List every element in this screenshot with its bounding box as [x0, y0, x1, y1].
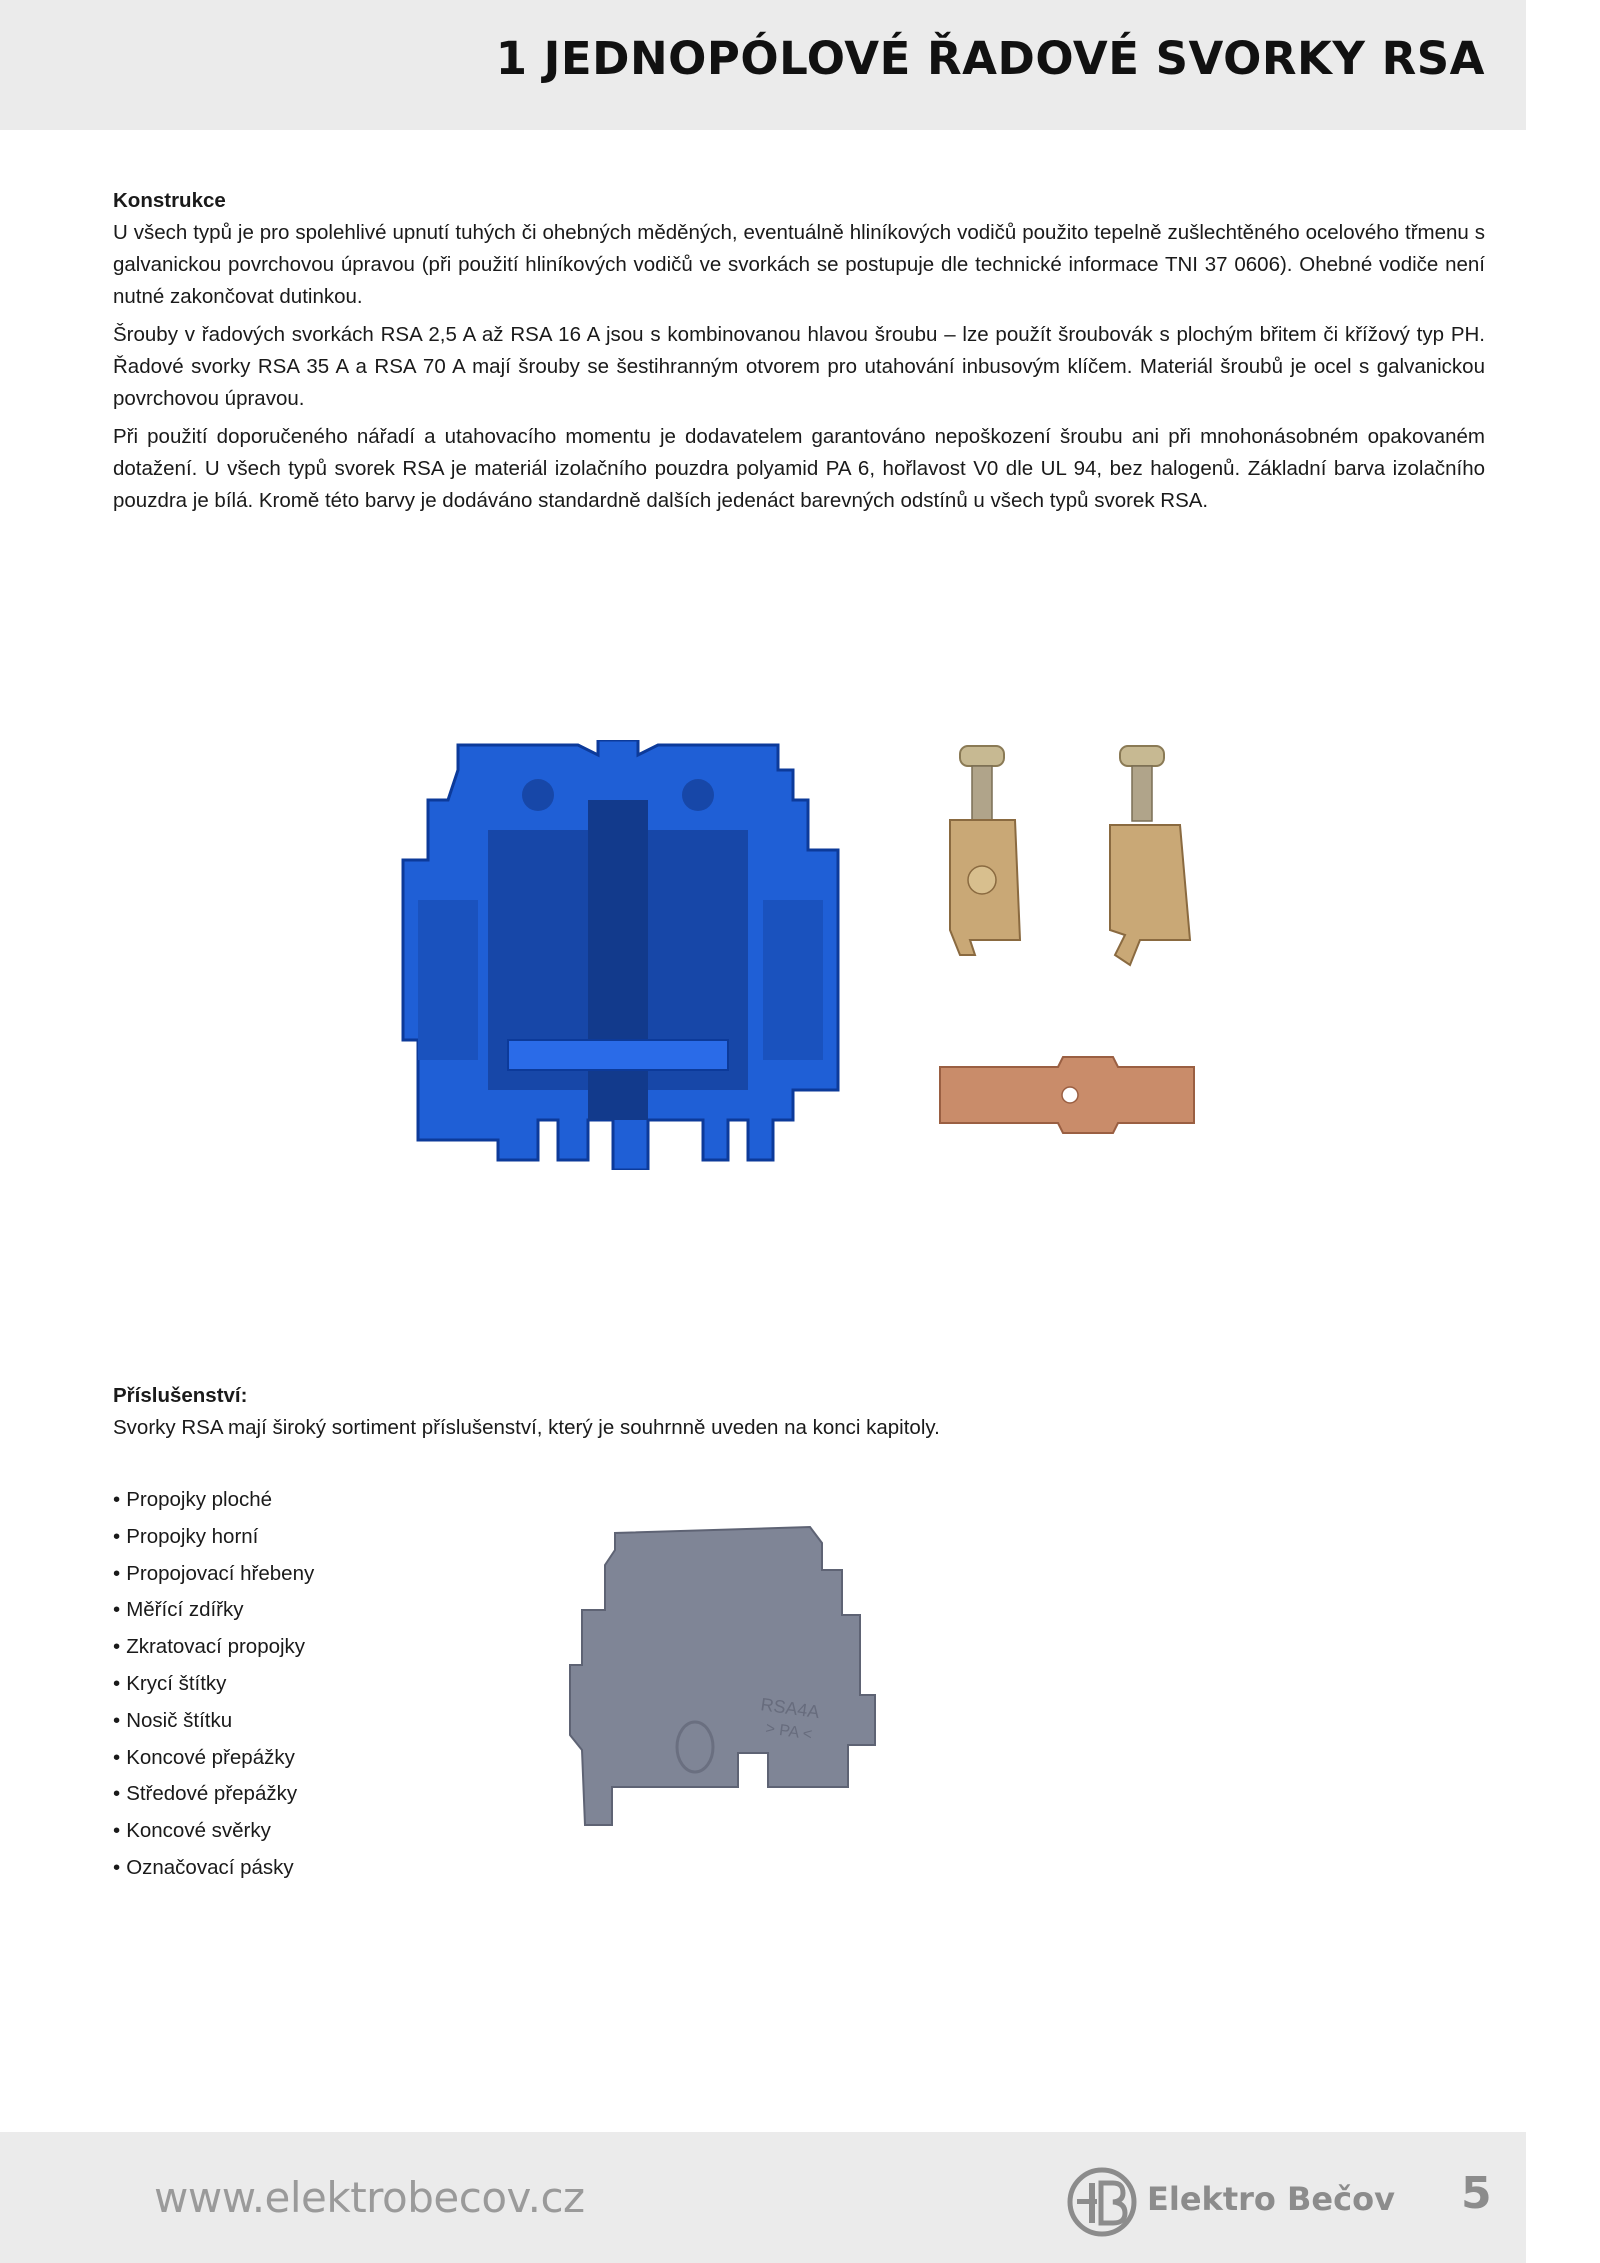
konstrukce-heading: Konstrukce [113, 189, 226, 212]
list-item: • Koncové svěrky [113, 1815, 314, 1852]
konstrukce-paragraph-3: Při použití doporučeného nářadí a utahovacího momentu je dodavatelem garantováno nepoškození šroubu ani při mnohonásobném opakovaném dotažení. U všech typů svorek RSA je materiál izolačního pouzdra polyamid PA 6, hořlavost V0 dle UL 94, bez halogenů. Základní barva izolačního pouzdra je bílá. Kromě této barvy je dodáváno standardně dalších jedenáct barevných odstínů u všech typů svorek RSA. [113, 425, 1485, 512]
footer-brand-name: Elektro Bečov [1147, 2180, 1395, 2218]
screw-clamps-image [940, 740, 1220, 980]
prislusenstvi-section [113, 1380, 1485, 1450]
list-item: • Zkratovací propojky [113, 1631, 314, 1668]
prislusenstvi-intro: Svorky RSA mají široký sortiment příslušenství, který je souhrnně uveden na konci kapitoly. [113, 1416, 940, 1439]
konstrukce-paragraph-1: U všech typů je pro spolehlivé upnutí tuhých či ohebných měděných, eventuálně hliníkových vodičů použito tepelně zušlechtěného ocelového třmenu s galvanickou povrchovou úpravou (při použití hliníkových vodičů ve svorkách se postupuje dle technické informace TNI 37 0606). Ohebné vodiče není nutné zakončovat dutinkou. [113, 221, 1485, 308]
list-item: • Označovací pásky [113, 1852, 314, 1889]
copper-bar-image [938, 1055, 1198, 1135]
page-title: 1 JEDNOPÓLOVÉ ŘADOVÉ SVORKY RSA [495, 32, 1485, 85]
end-plate-label-line1: RSA4A [759, 1694, 821, 1723]
footer-website-link[interactable]: www.elektrobecov.cz [154, 2173, 585, 2222]
end-plate-label-line2: > PA < [764, 1720, 814, 1744]
list-item: • Krycí štítky [113, 1668, 314, 1705]
konstrukce-paragraph-2: Šrouby v řadových svorkách RSA 2,5 A až RSA 16 A jsou s kombinovanou hlavou šroubu – lze použít šroubovák s plochým břitem či křížový typ PH. Řadové svorky RSA 35 A a RSA 70 A mají šrouby se šestihranným otvorem pro utahování inbusovým klíčem. Materiál šroubů je ocel s galvanickou povrchovou úpravou. [113, 323, 1485, 410]
elektro-becov-logo-icon [1065, 2165, 1140, 2240]
end-plate-image [560, 1525, 900, 1850]
terminal-block-image [398, 740, 848, 1170]
prislusenstvi-heading: Příslušenství: [113, 1384, 248, 1407]
konstrukce-section [113, 185, 1485, 523]
list-item: • Středové přepážky [113, 1778, 314, 1815]
list-item: • Měřící zdířky [113, 1594, 314, 1631]
accessories-list [113, 1484, 314, 1889]
list-item: • Nosič štítku [113, 1705, 314, 1742]
page-number: 5 [1461, 2168, 1492, 2219]
list-item: • Propojky horní [113, 1521, 314, 1558]
list-item: • Propojky ploché [113, 1484, 314, 1521]
list-item: • Koncové přepážky [113, 1742, 314, 1779]
list-item: • Propojovací hřebeny [113, 1558, 314, 1595]
